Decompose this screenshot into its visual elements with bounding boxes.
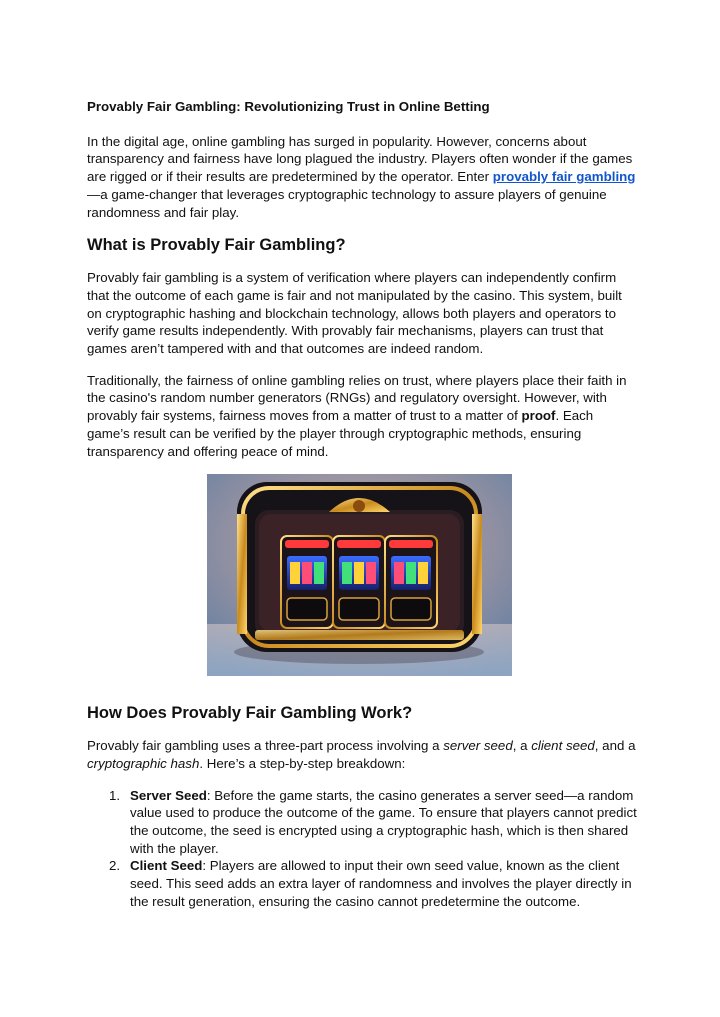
section2-intro-part2: , a (512, 738, 532, 754)
para2-text-before: Traditionally, the fairness of online gambling relies on trust, where players place their faith in the casino's random number generators (RNGs) and regulatory oversight. However, with provably fair systems, fairness moves from a matter of trust to a matter of (87, 372, 627, 424)
para2-text-after: . Each game’s result can be verified by the player through cryptographic methods, ensuring transparency and offering peace of mind. (87, 408, 594, 459)
list-item-text: : Players are allowed to input their own seed value, known as the client seed. This seed adds an extra layer of randomness and involves the player directly in the result generation, ensuring the casino cannot predetermine the outcome. (130, 858, 632, 909)
list-item-label: Client Seed (130, 858, 203, 874)
section1-paragraph2 (87, 372, 637, 461)
list-item-label: Server Seed (130, 787, 207, 803)
intro-paragraph (87, 133, 637, 222)
document-title: Provably Fair Gambling: Revolutionizing Trust in Online Betting (87, 99, 490, 114)
list-item-number: 1. (109, 787, 121, 803)
section-heading-how-it-works: How Does Provably Fair Gambling Work? (87, 704, 413, 723)
term-client-seed: client seed (531, 738, 595, 754)
proof-bold-text: proof (521, 408, 556, 424)
list-item-text: : Before the game starts, the casino generates a server seed—a random value used to produce the outcome of the game. To ensure that players cannot predict the outcome, the seed is encrypted using a cryptographic hash, which is then shared with the player. (130, 787, 637, 856)
list-item (87, 857, 637, 910)
term-cryptographic-hash: cryptographic hash (87, 755, 200, 771)
slot-machine-image (207, 474, 512, 676)
intro-text-before: In the digital age, online gambling has surged in popularity. However, concerns about transparency and fairness have long plagued the industry. Players often wonder if the games are rigged or if their results are predetermined by the operator. Enter (87, 133, 633, 185)
provably-fair-gambling-link[interactable]: provably fair gambling (492, 169, 636, 185)
section2-intro-part4: . Here’s a step-by-step breakdown: (199, 755, 406, 771)
section2-intro-paragraph (87, 737, 637, 772)
section2-intro-part3: , and a (594, 738, 636, 754)
term-server-seed: server seed (443, 738, 513, 754)
steps-list (87, 787, 637, 911)
section1-paragraph1: Provably fair gambling is a system of verification where players can independently confirm that the outcome of each game is fair and not manipulated by the casino. This system, built on cryptographic hashing and blockchain technology, allows both players and operators to verify game results independently. With provably fair mechanisms, players can trust that games aren’t tampered with and that outcomes are indeed random. (87, 270, 622, 357)
list-item (87, 787, 637, 858)
section2-intro-part1: Provably fair gambling uses a three-part process involving a (87, 738, 444, 754)
section-heading-what-is: What is Provably Fair Gambling? (87, 236, 346, 255)
document-page (87, 98, 637, 911)
intro-text-after: —a game-changer that leverages cryptographic technology to assure players of genuine randomness and fair play. (87, 186, 607, 220)
list-item-number: 2. (109, 858, 121, 874)
